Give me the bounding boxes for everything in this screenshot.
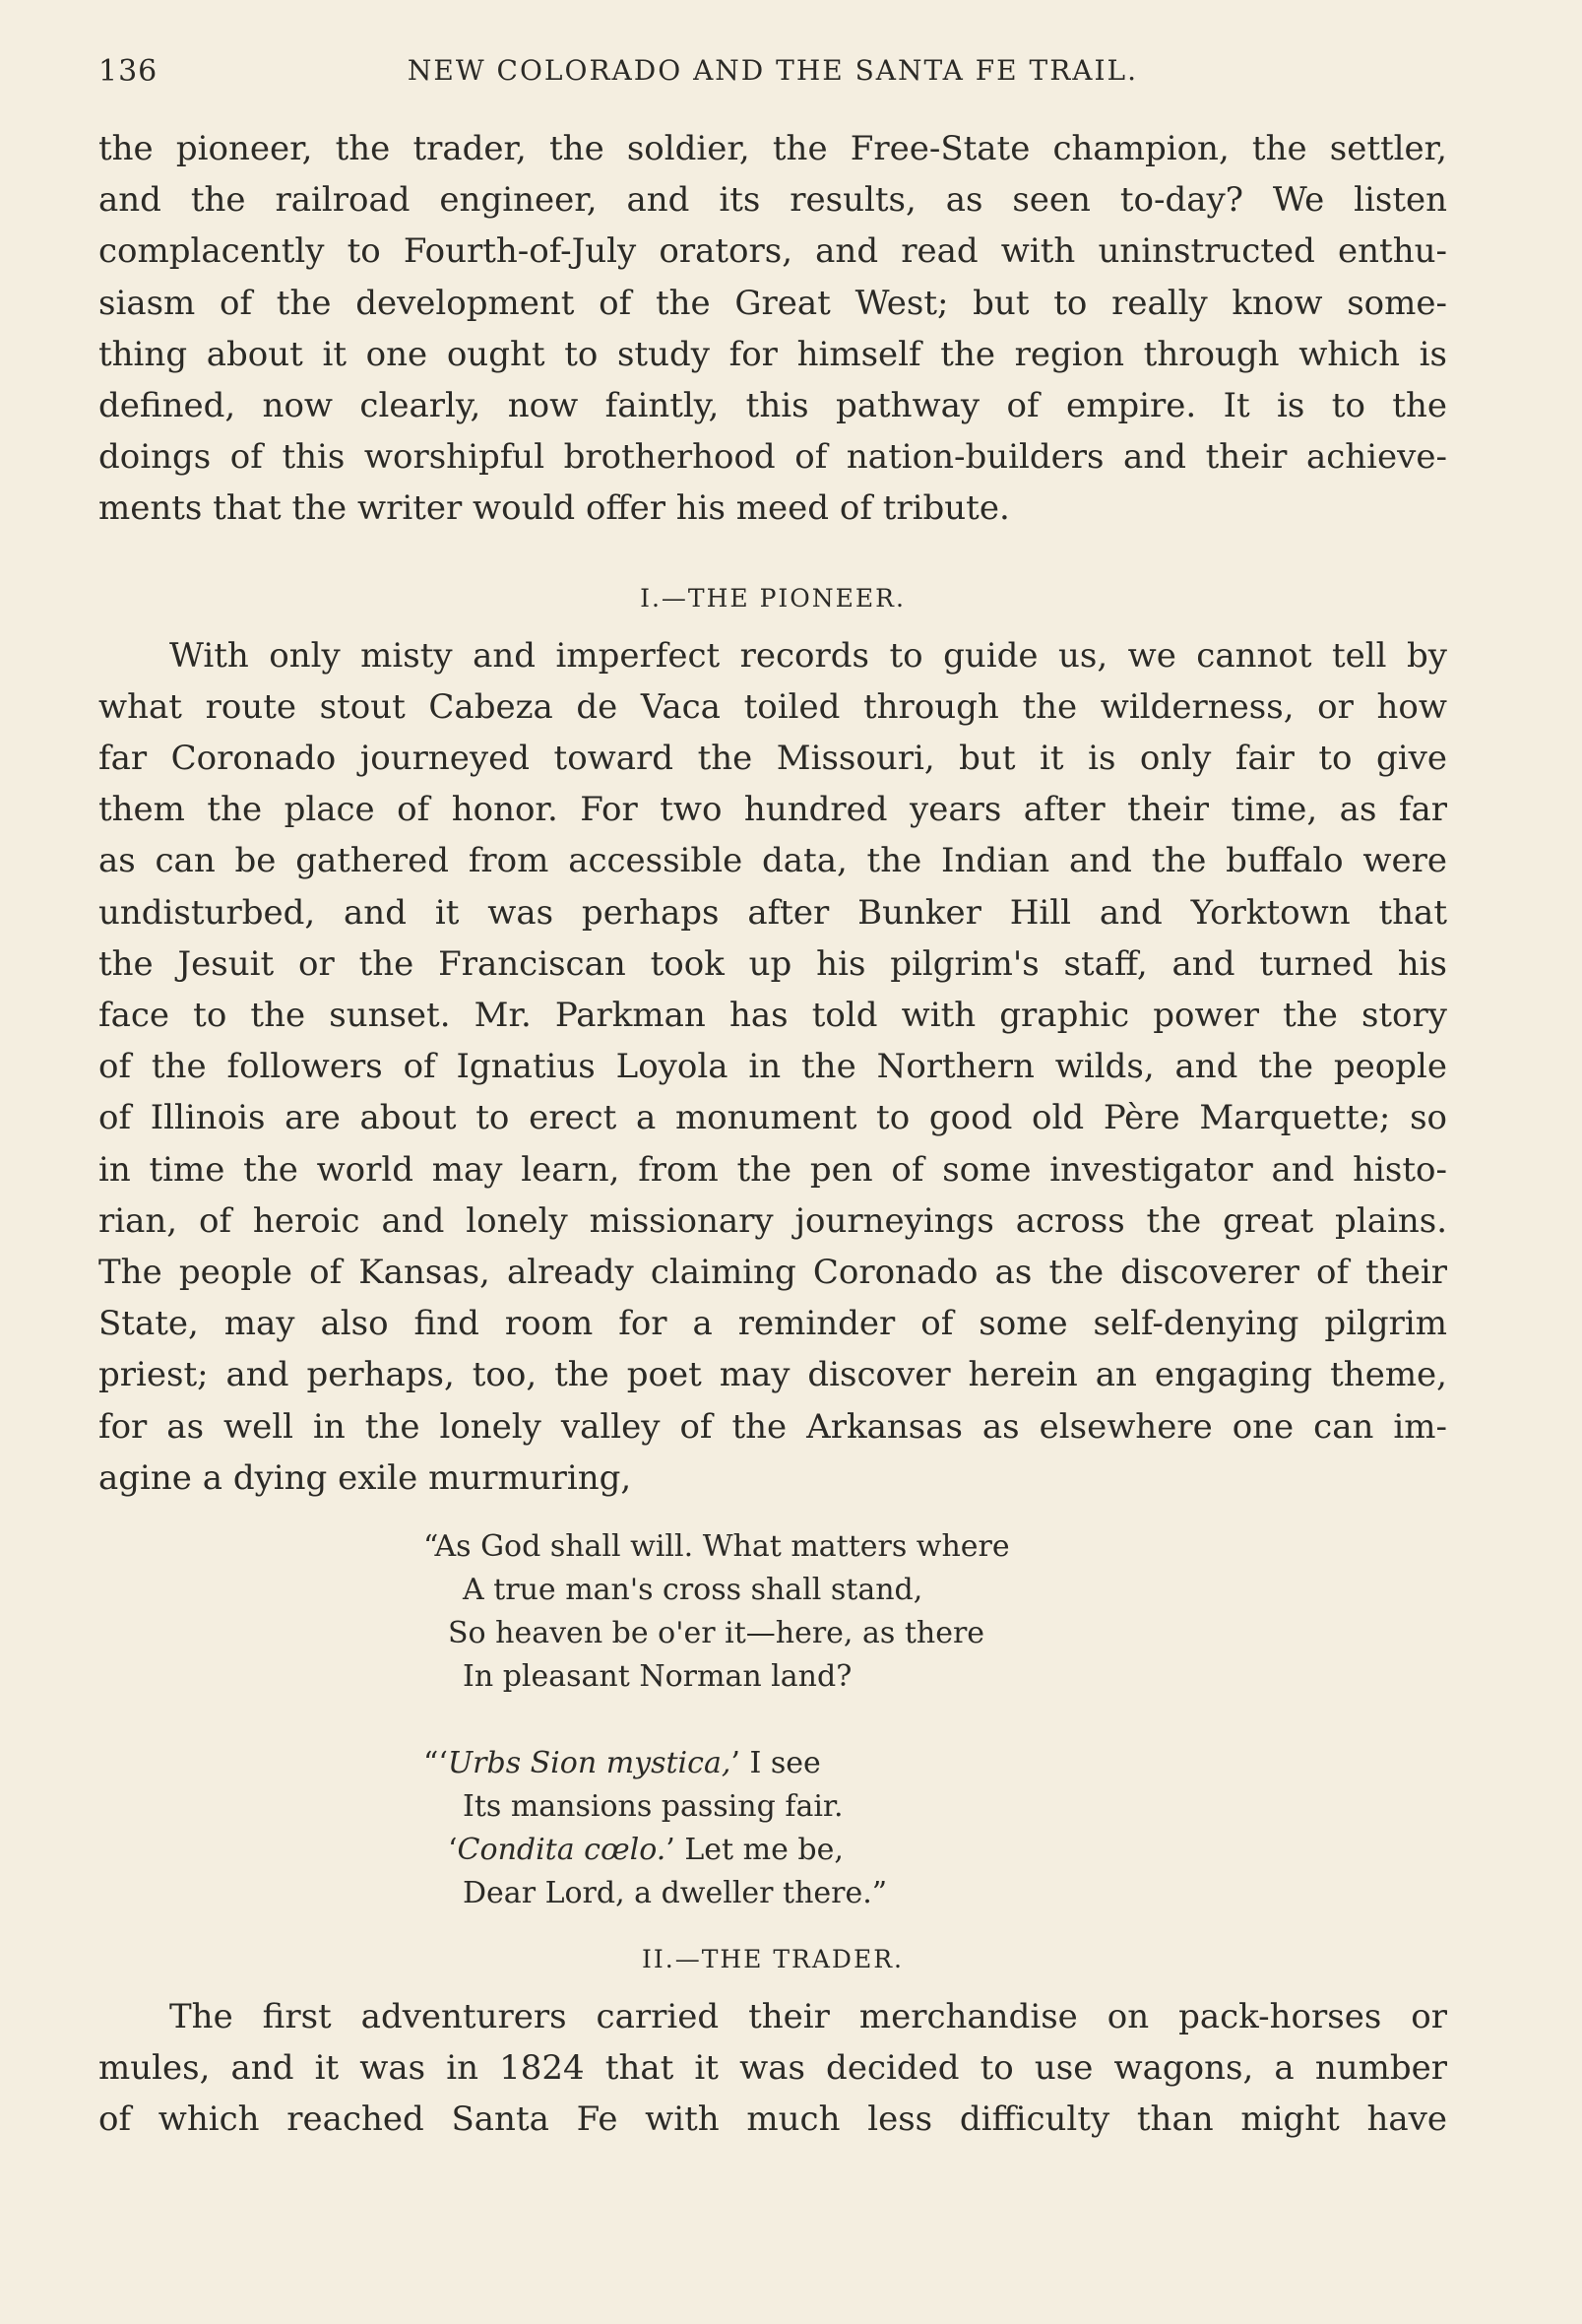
quote-mark: ‘	[448, 1833, 458, 1868]
text-line: for as well in the lonely valley of the Arkansas as elsewhere one can im-	[98, 1406, 1447, 1447]
poem-line: Dear Lord, a dweller there.”	[463, 1876, 888, 1911]
text-line: in time the world may learn, from the pen of some investigator and histo-	[98, 1149, 1447, 1190]
text-line: ments that the writer would offer his meed of tribute.	[98, 488, 1010, 529]
text-line: agine a dying exile murmuring,	[98, 1457, 632, 1498]
running-title: NEW COLORADO AND THE SANTA FE TRAIL.	[407, 54, 1139, 87]
poem-line: “As God shall will. What matters where	[423, 1529, 1010, 1565]
text-line: State, may also find room for a reminder of some self-denying pilgrim	[98, 1304, 1447, 1344]
latin-phrase: Condita cœlo.	[457, 1833, 666, 1868]
poem-stanza-1	[423, 1525, 1447, 1699]
text-line: the pioneer, the trader, the soldier, the Free-State champion, the settler,	[98, 129, 1447, 168]
section-heading-pioneer: I.—THE PIONEER.	[640, 583, 906, 613]
quote-mark: “‘	[423, 1746, 448, 1781]
text-line: face to the sunset. Mr. Parkman has told with graphic power the story	[98, 996, 1447, 1036]
page-number: 136	[98, 54, 158, 89]
latin-phrase: Urbs Sion mystica,	[447, 1746, 731, 1781]
text-line: doings of this worshipful brotherhood of nation-builders and their achieve-	[98, 437, 1447, 478]
pioneer-paragraph	[98, 630, 1447, 1504]
text-line: priest; and perhaps, too, the poet may discover herein an engaging theme,	[98, 1355, 1447, 1395]
poem-stanza-2	[423, 1742, 1447, 1915]
text-line: siasm of the development of the Great West; but to really know some-	[98, 283, 1447, 323]
poem	[423, 1525, 1447, 1915]
text-line: them the place of honor. For two hundred years after their time, as far	[98, 790, 1447, 830]
poem-line: Its mansions passing fair.	[463, 1789, 844, 1825]
text-line: complacently to Fourth-of-July orators, and read with uninstructed enthu-	[98, 231, 1447, 272]
text-line: as can be gathered from accessible data, the Indian and the buffalo were	[98, 841, 1447, 881]
text-line: The first adventurers carried their merchandise on pack-horses or	[169, 1997, 1447, 2037]
text-line: mules, and it was in 1824 that it was decided to use wagons, a number	[98, 2048, 1447, 2089]
text-line: of which reached Santa Fe with much less difficulty than might have	[98, 2099, 1447, 2140]
text-line: the Jesuit or the Franciscan took up his pilgrim's staff, and turned his	[98, 943, 1447, 984]
poem-line	[423, 1829, 1447, 1872]
text-line: far Coronado journeyed toward the Missouri, but it is only fair to give	[98, 739, 1447, 779]
text-line: of the followers of Ignatius Loyola in the Northern wilds, and the people	[98, 1047, 1447, 1087]
text-line: rian, of heroic and lonely missionary journeyings across the great plains.	[98, 1200, 1447, 1241]
poem-text: ’ Let me be,	[665, 1833, 844, 1868]
text-line: The people of Kansas, already claiming Coronado as the discoverer of their	[98, 1253, 1447, 1293]
poem-line	[423, 1742, 1447, 1785]
book-page	[98, 54, 1447, 2146]
section-heading-trader: II.—THE TRADER.	[642, 1945, 904, 1974]
intro-paragraph	[98, 123, 1447, 535]
text-line: and the railroad engineer, and its results, as seen to-day? We listen	[98, 180, 1447, 221]
text-line: thing about it one ought to study for himself the region through which is	[98, 334, 1447, 374]
text-line: what route stout Cabeza de Vaca toiled through the wilderness, or how	[98, 686, 1447, 727]
text-line: undisturbed, and it was perhaps after Bunker Hill and Yorktown that	[98, 892, 1447, 933]
text-line: With only misty and imperfect records to guide us, we cannot tell by	[169, 635, 1447, 676]
text-line: of Illinois are about to erect a monument to good old Père Marquette; so	[98, 1098, 1447, 1138]
poem-line: In pleasant Norman land?	[463, 1659, 853, 1695]
trader-paragraph	[98, 1991, 1447, 2146]
text-line: defined, now clearly, now faintly, this pathway of empire. It is to the	[98, 386, 1447, 426]
running-head	[98, 54, 1447, 103]
poem-line: A true man's cross shall stand,	[463, 1573, 923, 1608]
poem-line: So heaven be o'er it—here, as there	[448, 1616, 985, 1651]
poem-text: ’ I see	[730, 1746, 821, 1781]
